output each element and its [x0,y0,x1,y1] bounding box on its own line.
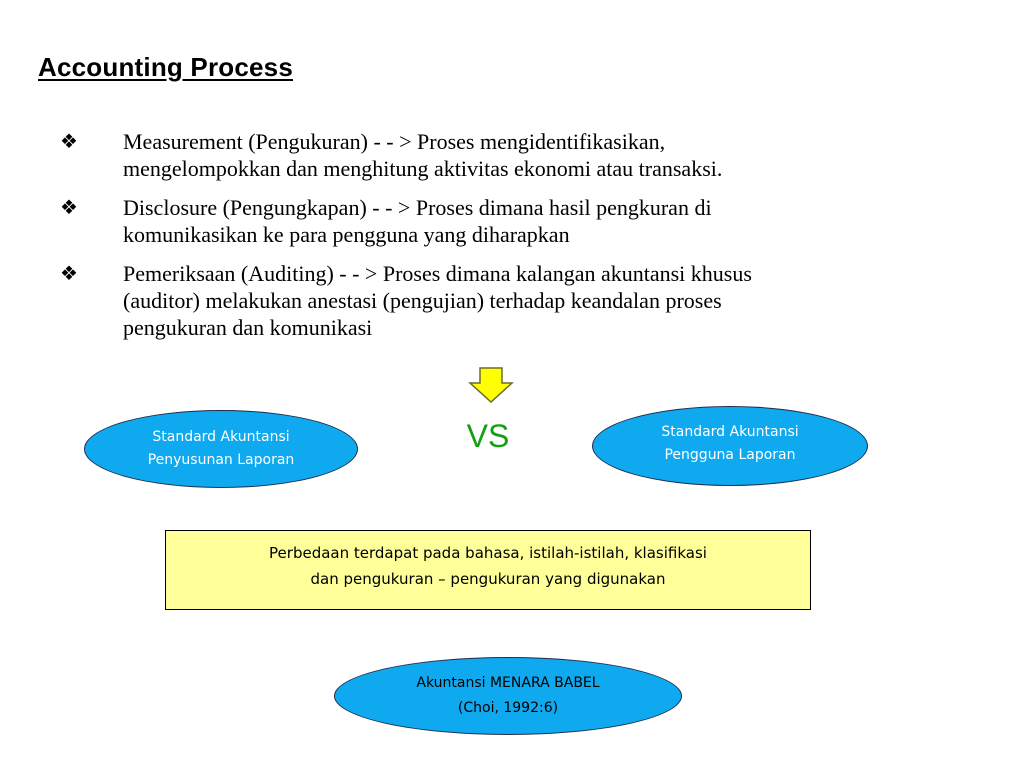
bullet-line: Disclosure (Pengungkapan) - - > Proses dimana hasil pengkuran di [123,195,712,220]
ellipse-line: Standard Akuntansi [152,429,290,445]
diamond-bullet-icon: ❖ [60,261,78,285]
slide-title: Accounting Process [38,52,293,82]
ellipse-line: Standard Akuntansi [661,424,799,440]
note-line: Perbedaan terdapat pada bahasa, istilah-istilah, klasifikasi [269,544,707,562]
bullet-line: mengelompokkan dan menghitung aktivitas ekonomi atau transaksi. [123,156,723,181]
diamond-bullet-icon: ❖ [60,195,78,219]
difference-note-box [165,530,811,610]
bullet-line: (auditor) melakukan anestasi (pengujian) terhadap keandalan proses [123,288,722,313]
bullet-item-measurement [60,128,953,182]
vs-label: VS [466,418,510,454]
bullet-list [60,128,960,353]
bullet-line: Pemeriksaan (Auditing) - - > Proses dimana kalangan akuntansi khusus [123,261,752,286]
bullet-item-disclosure [60,194,953,248]
bullet-item-auditing [60,260,953,341]
ellipse-line: Penyusunan Laporan [147,452,295,468]
note-line: dan pengukuran – pengukuran yang digunakan [310,570,666,588]
ellipse-standard-pengguna [592,406,868,486]
diamond-bullet-icon: ❖ [60,129,78,153]
ellipse-line: Pengguna Laporan [664,447,796,463]
ellipse-line: Akuntansi MENARA BABEL [416,675,600,691]
bullet-line: Measurement (Pengukuran) - - > Proses mengidentifikasikan, [123,129,666,154]
ellipse-line: (Choi, 1992:6) [457,700,559,716]
ellipse-standard-penyusunan [84,410,358,488]
bullet-line: komunikasikan ke para pengguna yang diharapkan [123,222,570,247]
down-arrow-icon [468,367,514,403]
bullet-line: pengukuran dan komunikasi [123,315,373,340]
ellipse-menara-babel [334,657,682,735]
